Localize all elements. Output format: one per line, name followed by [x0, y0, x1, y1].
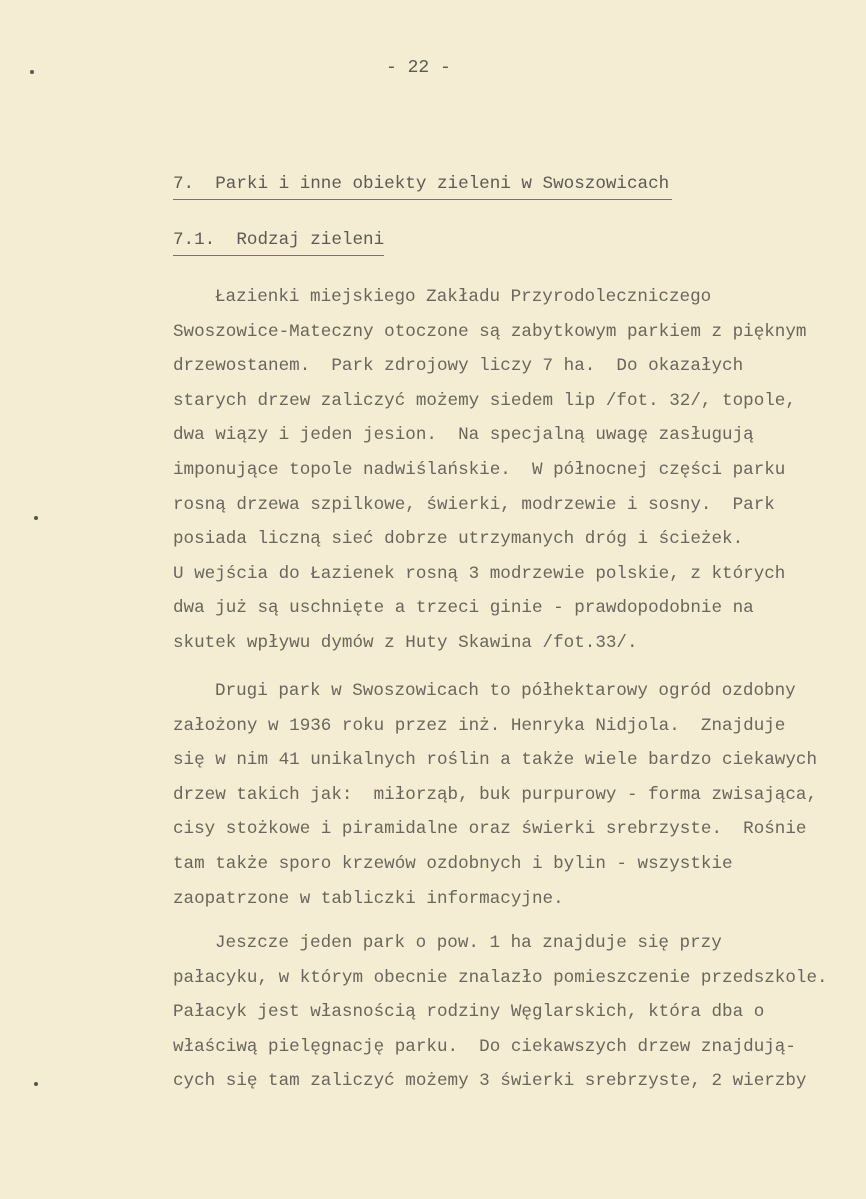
text-line: pałacyku, w którym obecnie znalazło pomieszczenie przedszkole. — [173, 967, 828, 988]
text-line: U wejścia do Łazienek rosną 3 modrzewie polskie, z których — [173, 563, 786, 584]
text-line: cisy stożkowe i piramidalne oraz świerki srebrzyste. Rośnie — [173, 819, 807, 840]
text-line: rosną drzewa szpilkowe, świerki, modrzewie i sosny. Park — [173, 494, 775, 515]
text-line: Łazienki miejskiego Zakładu Przyrodoleczniczego — [215, 287, 712, 307]
text-line: tam także sporo krzewów ozdobnych i bylin - wszystkie — [173, 853, 733, 874]
text-line: Swoszowice-Mateczny otoczone są zabytkowym parkiem z pięknym — [173, 321, 807, 342]
paragraph-1 — [173, 280, 806, 661]
text-line: skutek wpływu dymów z Huty Skawina /fot.33/. — [173, 632, 638, 653]
text-line: zaopatrzone w tabliczki informacyjne. — [173, 888, 564, 909]
text-line: Drugi park w Swoszowicach to półhektarowy ogród ozdobny — [215, 681, 796, 701]
page-number: - 22 - — [386, 58, 451, 78]
text-line: Jeszcze jeden park o pow. 1 ha znajduje się przy — [215, 933, 722, 953]
text-line: cych się tam zaliczyć możemy 3 świerki srebrzyste, 2 wierzby — [173, 1071, 807, 1092]
paragraph-2 — [173, 674, 817, 916]
subsection-heading: 7.1. Rodzaj zieleni — [173, 230, 384, 256]
margin-mark — [34, 516, 38, 520]
text-line: drzewostanem. Park zdrojowy liczy 7 ha. Do okazałych — [173, 356, 744, 377]
text-line: drzew takich jak: miłorząb, buk purpurowy - forma zwisająca, — [173, 784, 818, 805]
margin-mark — [30, 70, 34, 74]
text-line: dwa wiązy i jeden jesion. Na specjalną uwagę zasługują — [173, 425, 754, 446]
text-line: właściwą pielęgnację parku. Do ciekawszych drzew znajdują- — [173, 1036, 796, 1057]
paragraph-3 — [173, 926, 828, 1099]
text-line: Pałacyk jest własnością rodziny Węglarskich, która dba o — [173, 1002, 765, 1023]
text-line: posiada liczną sieć dobrze utrzymanych dróg i ścieżek. — [173, 529, 744, 550]
text-line: założony w 1936 roku przez inż. Henryka Nidjola. Znajduje — [173, 715, 786, 736]
text-line: dwa już są uschnięte a trzeci ginie - prawdopodobnie na — [173, 598, 754, 619]
text-line: starych drzew zaliczyć możemy siedem lip /fot. 32/, topole, — [173, 390, 796, 411]
margin-mark — [34, 1082, 38, 1086]
text-line: imponujące topole nadwiślańskie. W północnej części parku — [173, 459, 786, 480]
section-heading: 7. Parki i inne obiekty zieleni w Swoszowicach — [173, 174, 672, 200]
text-line: się w nim 41 unikalnych roślin a także wiele bardzo ciekawych — [173, 750, 818, 771]
